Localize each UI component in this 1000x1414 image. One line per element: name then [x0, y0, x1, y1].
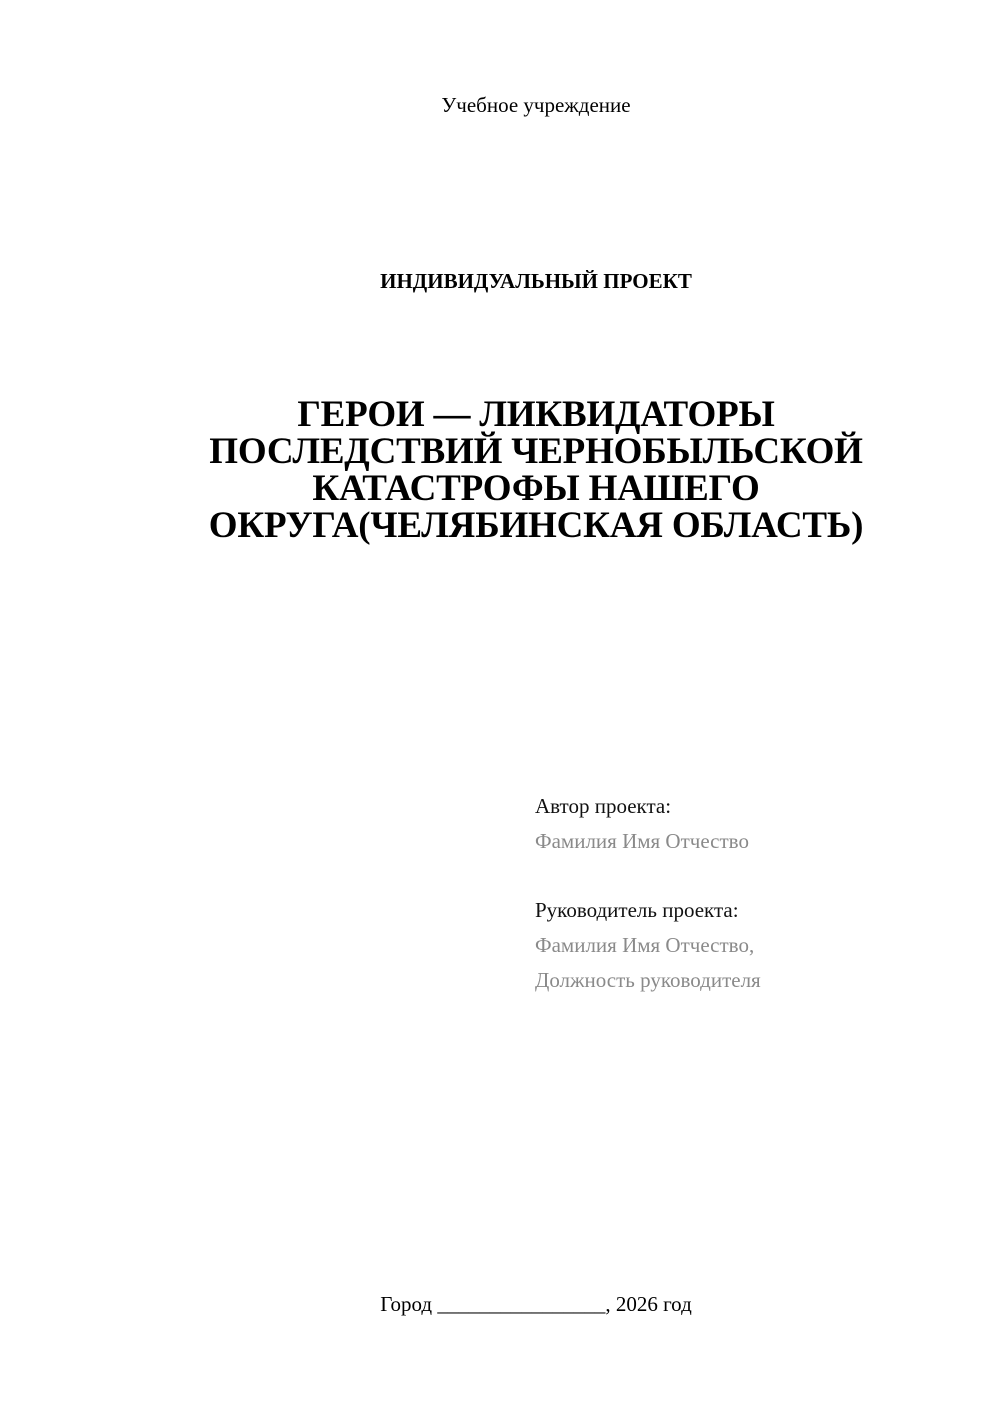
title-line: ПОСЛЕДСТВИЙ ЧЕРНОБЫЛЬСКОЙ	[209, 431, 863, 472]
title-line: ОКРУГА(ЧЕЛЯБИНСКАЯ ОБЛАСТЬ)	[208, 505, 864, 546]
project-title	[150, 396, 922, 544]
supervisor-position: Должность руководителя	[535, 968, 761, 992]
supervisor-name: Фамилия Имя Отчество,	[535, 933, 755, 957]
institution-name: Учебное учреждение	[441, 93, 631, 117]
title-line: ГЕРОИ — ЛИКВИДАТОРЫ	[297, 394, 775, 435]
spacer	[535, 859, 975, 893]
city-year-line: Город ________________, 2026 год	[380, 1292, 692, 1316]
title-line: КАТАСТРОФЫ НАШЕГО	[312, 468, 760, 509]
document-type: ИНДИВИДУАЛЬНЫЙ ПРОЕКТ	[380, 269, 692, 293]
author-name: Фамилия Имя Отчество	[535, 829, 749, 853]
author-label: Автор проекта:	[535, 794, 672, 818]
project-info	[535, 789, 975, 998]
supervisor-label: Руководитель проекта:	[535, 898, 739, 922]
